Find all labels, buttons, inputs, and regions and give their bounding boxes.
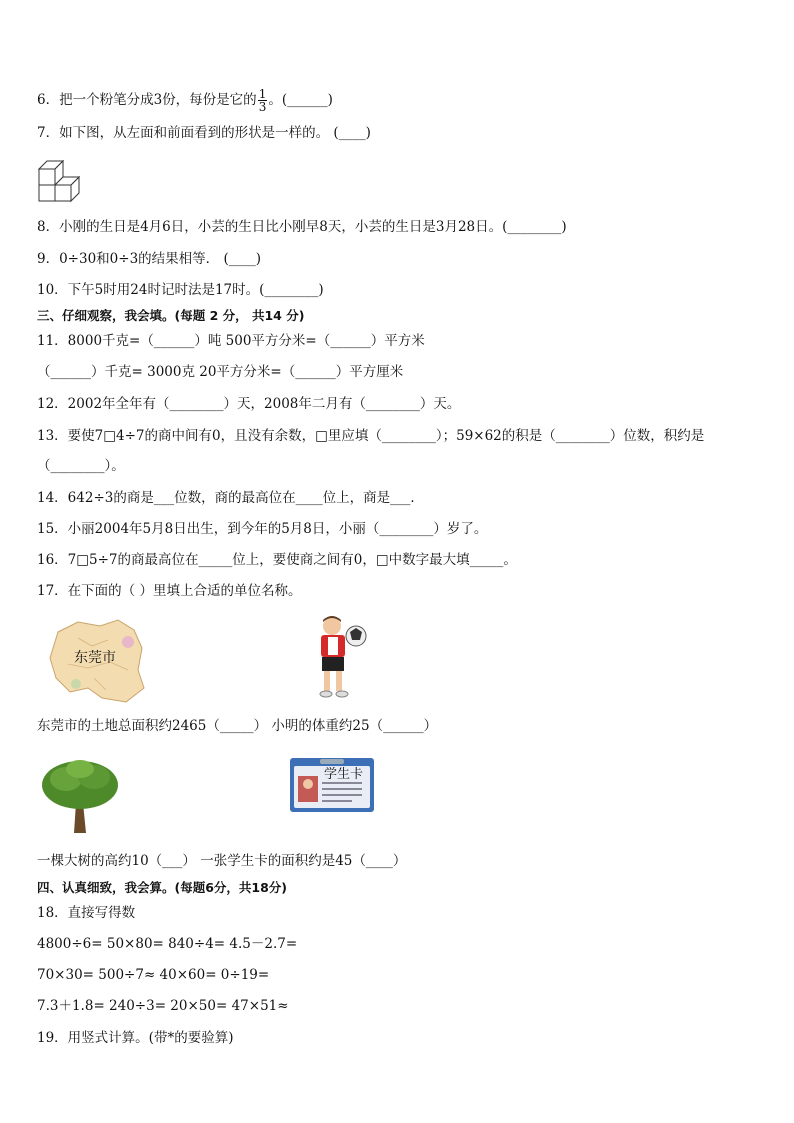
question-19: 19．用竖式计算。(带*的要验算) — [37, 1030, 234, 1046]
boy-with-ball-image — [312, 612, 368, 702]
fraction-denominator: 3 — [258, 100, 267, 114]
question-10: 10．下午5时用24时记时法是17时。(________) — [37, 282, 324, 298]
question-11-line-1: 11．8000千克=（______）吨 500平方分米=（______）平方米 — [37, 333, 425, 349]
question-8: 8．小刚的生日是4月6日，小芸的生日比小刚早8天，小芸的生日是3月28日。(________) — [37, 219, 567, 235]
cube-stack-figure — [37, 155, 89, 205]
q6-text: 6．把一个粉笔分成3份，每份是它的 — [37, 92, 257, 108]
map-label: 东莞市 — [74, 650, 116, 666]
question-9: 9．0÷30和0÷3的结果相等． (____) — [37, 251, 261, 267]
question-17-line-2: 一棵大树的高约10（___） 一张学生卡的面积约是45（____） — [37, 853, 407, 869]
dongguan-map-image — [48, 618, 146, 704]
section-3-heading: 三、仔细观察，我会填。(每题 2 分， 共14 分) — [37, 308, 305, 323]
question-17: 17．在下面的（ ）里填上合适的单位名称。 — [37, 583, 302, 599]
question-17-line-1: 东莞市的土地总面积约2465（_____） 小明的体重约25（______） — [37, 718, 438, 734]
question-12: 12．2002年全年有（________）天，2008年二月有（________）天。 — [37, 396, 461, 412]
calc-row-1: 4800÷6= 50×80= 840÷4= 4.5－2.7= — [37, 936, 298, 952]
q6-answer-blank: 。(______) — [268, 92, 333, 108]
student-card-image — [290, 758, 374, 812]
section-4-heading: 四、认真细致，我会算。(每题6分，共18分) — [37, 880, 288, 895]
question-15: 15．小丽2004年5月8日出生，到今年的5月8日，小丽（________）岁了。 — [37, 521, 488, 537]
tree-image — [40, 755, 120, 835]
question-6 — [37, 88, 333, 113]
question-16: 16．7□5÷7的商最高位在_____位上，要使商之间有0，□中数字最大填_____。 — [37, 552, 517, 568]
question-13-line-2: （________）。 — [37, 458, 125, 474]
calc-row-2: 70×30= 500÷7≈ 40×60= 0÷19= — [37, 967, 270, 983]
question-7: 7．如下图，从左面和前面看到的形状是一样的。 (____) — [37, 125, 371, 141]
question-13-line-1: 13．要使7□4÷7的商中间有0，且没有余数，□里应填（________）；59×62的积是（________）位数，积约是 — [37, 428, 705, 444]
question-18: 18．直接写得数 — [37, 905, 136, 921]
question-14: 14．642÷3的商是___位数，商的最高位在____位上，商是___． — [37, 490, 424, 506]
calc-row-3: 7.3＋1.8= 240÷3= 20×50= 47×51≈ — [37, 998, 289, 1014]
question-11-line-2: （______）千克= 3000克 20平方分米=（______）平方厘米 — [37, 364, 404, 380]
fraction-one-third — [258, 88, 268, 113]
fraction-numerator: 1 — [258, 87, 267, 101]
card-label: 学生卡 — [324, 767, 364, 782]
